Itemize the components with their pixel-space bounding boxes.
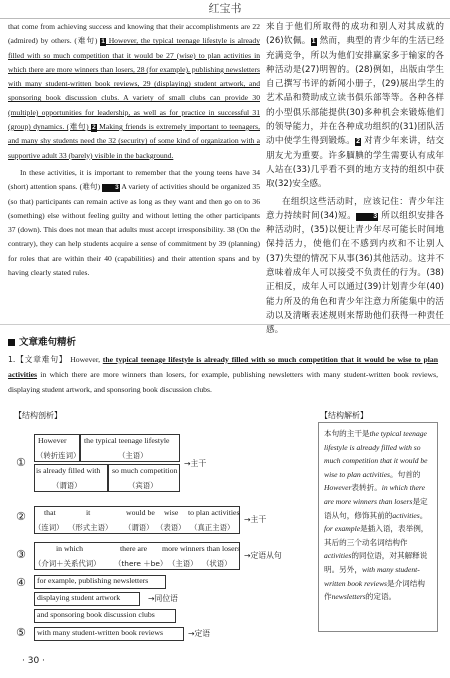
text-span: →同位语 (148, 594, 178, 603)
text-span: →定语 (188, 629, 211, 638)
text-span: 。 (419, 510, 428, 520)
running-header (0, 0, 450, 19)
marker-1: 1 (311, 38, 316, 46)
english-passage (8, 20, 260, 280)
text-span: （主语） (118, 451, 148, 460)
marker-2: 2 (356, 138, 361, 146)
text-span: are 22 (admired) by others. (难句) (8, 22, 260, 46)
english-paragraph-1 (8, 20, 260, 163)
text-span: that (44, 508, 56, 517)
chinese-paragraph-1 (266, 20, 444, 192)
text-span: more winners than losers (162, 544, 241, 553)
text-span: （形式主语） (68, 523, 113, 532)
text-span: 。句首的 (390, 469, 421, 479)
text-span: （there ＋be） (114, 559, 168, 568)
text-span: is already filled with (36, 466, 101, 475)
text-span: （连词） (34, 523, 64, 532)
structure-explanation (318, 422, 438, 632)
text-span: in which there are more winners than losers, for example, publishing newsletters with many student-written book reviews, displaying student artwork, and sponsoring book discussion clubs. (8, 370, 438, 394)
item-label: 1.【文章难句】 (8, 355, 68, 364)
text-span: activities (392, 510, 420, 520)
text-span: activities (324, 551, 352, 561)
example-sentence (8, 352, 438, 397)
text-span: 在组织这些活动时，应该记住：青少年注意力持续时间(34)短。 (266, 196, 444, 221)
text-span: ④ (16, 576, 26, 589)
text-span: displaying student artwork (37, 593, 121, 602)
text-span: the typical teenage lifestyle is already filled with so much competition that it would be wise to plan activities (8, 355, 439, 379)
text-span: so much competition (112, 466, 178, 475)
text-span: ② (16, 510, 26, 523)
text-span: the typical teenage lifestyle is already filled with so much competition that it would be wise to plan activities (324, 429, 428, 479)
text-span: （谓语） (52, 481, 82, 490)
text-span: in which there are more winners than losers (324, 483, 425, 506)
marker-1: 1 (101, 38, 105, 46)
text-span: However, the typical teenage lifestyle is already filled with so much competition that it would be 27 (wise) to plan activities in which there are more winners than losers, 28 (for example), publishing newsletters with many student-written book reviews, 29 (displaying) student artwork, and sponsoring book discussion clubs. A variety of small clubs can provide 30 (multiple) opportunities for leadership, as well as for practice in successful 31 (group) dynamics. (难句) (8, 36, 260, 132)
page-number: · 30 · (22, 656, 45, 666)
text-span: for example, publishing newsletters (37, 576, 149, 585)
text-span: 是定语从句，修饰其前的 (324, 496, 428, 520)
text-span: there are (120, 544, 148, 553)
text-span: 然而，典型的青少年的生活已经充满竞争，所以为他们安排赢家多于输家的各种活动是(27)明智的。(28)例如，出版由学生自己撰写书评的新闻小册子，(29)展出学生的艺术品和赞助成立读书俱乐部等等。各种各样的小型俱乐部能提供(30)多种机会来锻炼他们的领导能力，并在各种成功组织的(31)团队活动中使学生得到锻炼。 (266, 36, 444, 147)
text-span: 是介词结构作 (324, 578, 425, 602)
text-span: ③ (16, 548, 26, 561)
text-span: ① (16, 456, 26, 469)
text-span: the typical teenage lifestyle (84, 436, 170, 445)
text-span: with many student-written book reviews (324, 564, 420, 588)
text-span: 所以组织安排各种活动时，(35)以便让青少年尽可能长时间地保持活力，使他们在不感到内疚和不让别人(37)失望的情况下从事(36)其他活动。这并不意味着成年人可以接受不负责任的行为。(38)正相反，成年人可以通过(39)计划青少年(40)能力所及的角色和青少年注意力所能集中的活动以及清晰表述规则来帮助他们获得一种责任感。 (266, 210, 444, 336)
text-span: newsletters (331, 592, 366, 602)
chinese-paragraph-2 (266, 195, 444, 338)
text-span: （谓语） (124, 523, 154, 532)
text-span: However, (70, 355, 100, 364)
text-span: However (324, 483, 352, 493)
square-bullet-icon (8, 339, 15, 346)
text-span: →主干 (244, 515, 267, 524)
marker-2: 2 (92, 124, 96, 132)
structure-explanation-title: 【结构解析】 (320, 411, 368, 420)
text-span: 文章难句精析 (19, 337, 77, 348)
text-span: ⑤ (16, 626, 26, 639)
text-span: and sponsoring book discussion clubs (37, 610, 155, 619)
text-span: （真正主语） (190, 523, 235, 532)
text-span: 的定语。 (365, 592, 397, 602)
text-span: for example (324, 524, 361, 534)
text-span: In these activities, it is important to remember that the young teens have 34 (short) attention spans. (难句) (8, 167, 260, 192)
section-divider (0, 324, 450, 325)
text-span: in which (56, 544, 84, 553)
text-span: 表转折。 (351, 483, 382, 493)
text-span: would be (126, 508, 155, 517)
text-span: （宾语） (128, 481, 158, 490)
text-span: to plan activities (188, 508, 240, 517)
text-span: （状语） (202, 559, 232, 568)
chinese-translation (266, 20, 444, 338)
text-span: A variety of activities should be organized 35 (so that) participants can remain active as long as they want and then go on to 36 (something) else without feeling guilty and without letting the other participants 37 (down). This does not mean that adults must accept irresponsibility. 38 (On the contrary), they can help students acquire a sense of commitment by 39 (planning) for roles that are within their 40 (capabilities) and their attention spans and by having clearly stated rules. (8, 182, 261, 278)
marker-3: 3 (356, 213, 378, 221)
text-span: （表语） (156, 523, 186, 532)
text-span: 的同位语，对其解释说明。另外， (324, 551, 428, 574)
text-span: →主干 (184, 459, 207, 468)
structure-breakdown-title: 【结构剖析】 (14, 411, 62, 420)
text-span: 对青少年来讲，结交朋友尤为重要。许多腼腆的学生需要认有成年人站在(33)几乎看不到的地方支持的组织中获取(32)安全感。 (266, 136, 444, 190)
text-span: 本句的主干是 (324, 429, 370, 438)
english-paragraph-2 (8, 166, 260, 280)
text-span: Making friends is extremely important to teenagers, and many shy students need the 32 (security) of some kind of organization with a supportive adult 33 (barely) visible in the background. (8, 122, 260, 160)
text-span: （介词＋关系代词） (34, 559, 101, 568)
text-span: However (38, 436, 67, 445)
text-span: （主语） (168, 559, 198, 568)
text-span: 来自于他们所取得的成功和别人对其成就的(26)钦佩。 (266, 22, 444, 47)
header-title: 红宝书 (208, 2, 242, 15)
text-span: wise (164, 508, 179, 517)
text-span: （转折连词） (36, 451, 81, 460)
text-span: with many student-written book reviews (37, 628, 164, 637)
text-span: →定语从句 (244, 551, 282, 560)
text-span: that come from achieving success and knowing that their accomplishments (8, 22, 239, 31)
marker-3: 3 (102, 184, 120, 192)
text-span: it (86, 508, 91, 517)
text-span: 是插入语，表举例，其后的三个动名词结构作 (324, 524, 429, 547)
section-title (8, 334, 76, 348)
